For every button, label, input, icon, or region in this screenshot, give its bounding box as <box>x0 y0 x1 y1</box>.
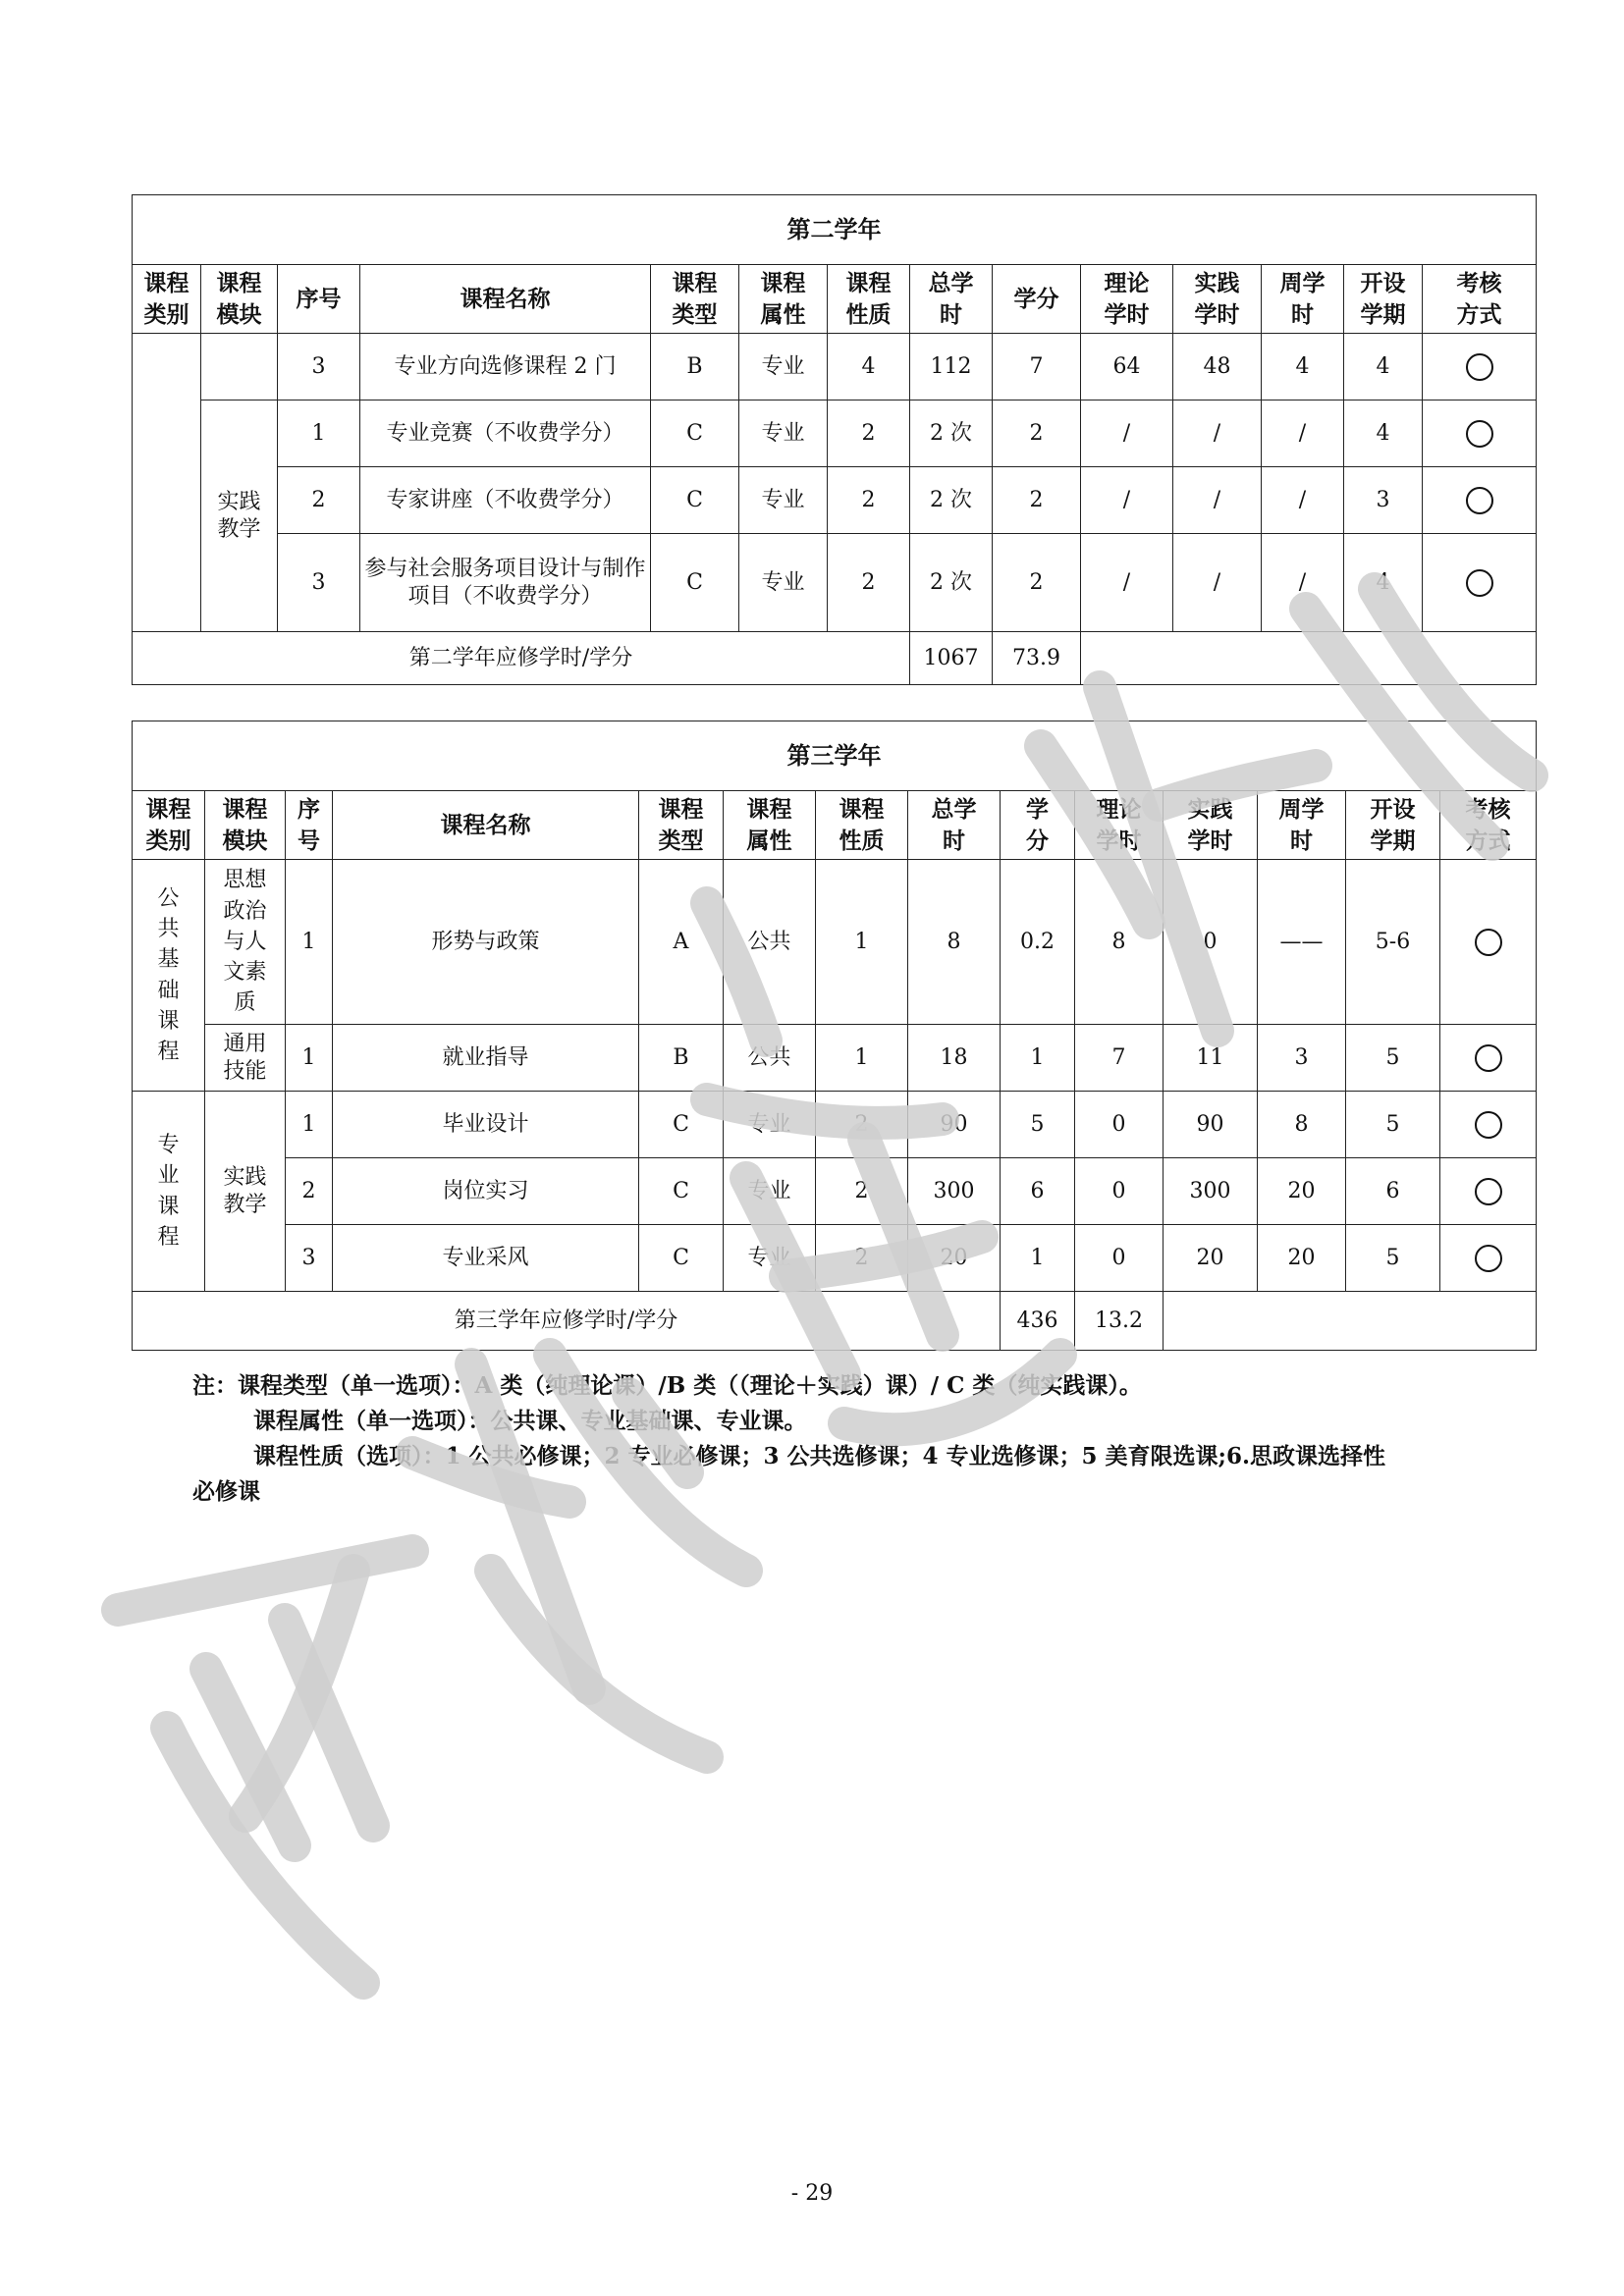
attr-cell: 公共 <box>724 1025 816 1092</box>
note-course-type: 注：课程类型（单一选项）：A 类（纯理论课）/B 类（（理论＋实践）课）/ C 类（纯实践课）。 <box>192 1372 1142 1399</box>
table-row <box>133 1092 1537 1158</box>
header-cell: 周学 时 <box>1258 791 1346 860</box>
module-cell: 实践 教学 <box>205 1092 286 1292</box>
term-cell: 6 <box>1346 1158 1440 1225</box>
hours-cell: 112 <box>910 334 993 400</box>
seq-cell: 3 <box>278 534 360 632</box>
header-cell: 课程 模块 <box>201 265 278 334</box>
header-cell: 周学 时 <box>1262 265 1344 334</box>
header-cell: 理论 学时 <box>1081 265 1173 334</box>
table-row <box>133 860 1537 1025</box>
term-cell: 4 <box>1344 334 1423 400</box>
credit-cell: 7 <box>993 334 1081 400</box>
weekly-cell: / <box>1262 400 1344 467</box>
total-empty <box>1164 1292 1537 1351</box>
term-cell: 4 <box>1344 400 1423 467</box>
exam-cell <box>1440 860 1537 1025</box>
attr-cell: 公共 <box>724 860 816 1025</box>
total-hours: 436 <box>1001 1292 1075 1351</box>
term-cell: 3 <box>1344 467 1423 534</box>
course-name-cell: 参与社会服务项目设计与制作项目（不收费学分） <box>360 534 651 632</box>
header-cell: 课程名称 <box>360 265 651 334</box>
total-credit: 13.2 <box>1075 1292 1164 1351</box>
practice-cell: 11 <box>1164 1025 1258 1092</box>
header-cell: 课程 属性 <box>724 791 816 860</box>
exam-circle-icon <box>1466 569 1493 597</box>
course-name-cell: 专业采风 <box>333 1225 639 1292</box>
attr-cell: 专业 <box>739 400 828 467</box>
header-cell: 课程 模块 <box>205 791 286 860</box>
course-name-cell: 专业竞赛（不收费学分） <box>360 400 651 467</box>
table-row <box>133 400 1537 467</box>
exam-cell <box>1423 534 1537 632</box>
header-cell: 课程 类别 <box>133 791 205 860</box>
seq-cell: 2 <box>286 1158 333 1225</box>
total-empty <box>1081 632 1537 685</box>
header-cell: 总学 时 <box>910 265 993 334</box>
exam-cell <box>1440 1225 1537 1292</box>
weekly-cell: 20 <box>1258 1158 1346 1225</box>
header-cell: 课程 性质 <box>828 265 910 334</box>
theory-cell: 0 <box>1075 1092 1164 1158</box>
theory-cell: 8 <box>1075 860 1164 1025</box>
table-row <box>133 1225 1537 1292</box>
weekly-cell: 3 <box>1258 1025 1346 1092</box>
exam-cell <box>1440 1092 1537 1158</box>
course-name-cell: 专家讲座（不收费学分） <box>360 467 651 534</box>
type-cell: B <box>639 1025 724 1092</box>
course-name-cell: 形势与政策 <box>333 860 639 1025</box>
page-number: - 29 <box>790 2181 834 2206</box>
theory-cell: 0 <box>1075 1158 1164 1225</box>
type-cell: C <box>639 1092 724 1158</box>
header-cell: 序号 <box>278 265 360 334</box>
term-cell: 4 <box>1344 534 1423 632</box>
theory-cell: / <box>1081 400 1173 467</box>
seq-cell: 1 <box>286 860 333 1025</box>
exam-circle-icon <box>1475 1044 1502 1072</box>
course-name-cell: 就业指导 <box>333 1025 639 1092</box>
module-cell: 思想 政治 与人 文素 质 <box>205 860 286 1025</box>
year2-title: 第二学年 <box>133 195 1537 265</box>
nature-cell: 4 <box>828 334 910 400</box>
attr-cell: 专业 <box>724 1225 816 1292</box>
category-cell: 专 业 课 程 <box>133 1092 205 1292</box>
header-cell: 理论 学时 <box>1075 791 1164 860</box>
year3-course-table <box>132 721 1537 1351</box>
header-cell: 课程 类型 <box>639 791 724 860</box>
attr-cell: 专业 <box>739 467 828 534</box>
header-cell: 课程 性质 <box>816 791 908 860</box>
exam-circle-icon <box>1466 353 1493 381</box>
year3-title: 第三学年 <box>133 721 1537 791</box>
header-cell: 课程 类别 <box>133 265 201 334</box>
seq-cell: 1 <box>286 1092 333 1158</box>
theory-cell: / <box>1081 467 1173 534</box>
credit-cell: 2 <box>993 534 1081 632</box>
attr-cell: 专业 <box>739 334 828 400</box>
term-cell: 5 <box>1346 1025 1440 1092</box>
practice-cell: 90 <box>1164 1092 1258 1158</box>
hours-cell: 18 <box>908 1025 1001 1092</box>
type-cell: C <box>639 1225 724 1292</box>
type-cell: C <box>651 467 739 534</box>
exam-circle-icon <box>1466 487 1493 514</box>
credit-cell: 5 <box>1001 1092 1075 1158</box>
nature-cell: 2 <box>816 1158 908 1225</box>
total-row <box>133 632 1537 685</box>
credit-cell: 1 <box>1001 1225 1075 1292</box>
total-row <box>133 1292 1537 1351</box>
note-course-nature-cont: 必修课 <box>192 1478 260 1505</box>
hours-cell: 8 <box>908 860 1001 1025</box>
hours-cell: 2 次 <box>910 467 993 534</box>
exam-circle-icon <box>1475 929 1502 956</box>
theory-cell: 64 <box>1081 334 1173 400</box>
practice-cell: 48 <box>1173 334 1262 400</box>
header-cell: 开设 学期 <box>1344 265 1423 334</box>
practice-cell: 0 <box>1164 860 1258 1025</box>
seq-cell: 1 <box>278 400 360 467</box>
term-cell: 5 <box>1346 1225 1440 1292</box>
header-cell: 课程名称 <box>333 791 639 860</box>
header-cell: 学 分 <box>1001 791 1075 860</box>
term-cell: 5-6 <box>1346 860 1440 1025</box>
module-cell: 实践 教学 <box>201 400 278 632</box>
module-cell: 通用 技能 <box>205 1025 286 1092</box>
category-cell: 公 共 基 础 课 程 <box>133 860 205 1092</box>
table-notes <box>192 1368 1508 1510</box>
hours-cell: 2 次 <box>910 400 993 467</box>
type-cell: A <box>639 860 724 1025</box>
type-cell: B <box>651 334 739 400</box>
credit-cell: 0.2 <box>1001 860 1075 1025</box>
header-cell: 考核 方式 <box>1440 791 1537 860</box>
nature-cell: 2 <box>828 467 910 534</box>
header-cell: 考核 方式 <box>1423 265 1537 334</box>
hours-cell: 90 <box>908 1092 1001 1158</box>
exam-circle-icon <box>1475 1178 1502 1205</box>
credit-cell: 2 <box>993 467 1081 534</box>
hours-cell: 300 <box>908 1158 1001 1225</box>
table-row <box>133 1025 1537 1092</box>
nature-cell: 1 <box>816 860 908 1025</box>
type-cell: C <box>639 1158 724 1225</box>
attr-cell: 专业 <box>724 1158 816 1225</box>
nature-cell: 2 <box>828 534 910 632</box>
total-credit: 73.9 <box>993 632 1081 685</box>
header-cell: 实践 学时 <box>1173 265 1262 334</box>
total-hours: 1067 <box>910 632 993 685</box>
weekly-cell: / <box>1262 534 1344 632</box>
year3-header-row <box>133 791 1537 860</box>
total-label: 第三学年应修学时/学分 <box>133 1292 1001 1351</box>
weekly-cell: 4 <box>1262 334 1344 400</box>
attr-cell: 专业 <box>739 534 828 632</box>
exam-circle-icon <box>1466 420 1493 448</box>
weekly-cell: / <box>1262 467 1344 534</box>
year2-header-row <box>133 265 1537 334</box>
table-row <box>133 334 1537 400</box>
seq-cell: 1 <box>286 1025 333 1092</box>
header-cell: 开设 学期 <box>1346 791 1440 860</box>
nature-cell: 2 <box>816 1225 908 1292</box>
exam-circle-icon <box>1475 1245 1502 1272</box>
header-cell: 课程 类型 <box>651 265 739 334</box>
practice-cell: / <box>1173 400 1262 467</box>
seq-cell: 3 <box>286 1225 333 1292</box>
header-cell: 序 号 <box>286 791 333 860</box>
seq-cell: 3 <box>278 334 360 400</box>
nature-cell: 2 <box>816 1092 908 1158</box>
note-course-nature: 课程性质（选项）：1 公共必修课；2 专业必修课；3 公共选修课；4 专业选修课；5 美育限选课;6.思政课选择性 <box>253 1443 1386 1469</box>
exam-cell <box>1440 1158 1537 1225</box>
module-cell <box>201 334 278 400</box>
exam-cell <box>1423 400 1537 467</box>
note-course-attr: 课程属性（单一选项）：公共课、专业基础课、专业课。 <box>253 1408 807 1434</box>
credit-cell: 6 <box>1001 1158 1075 1225</box>
theory-cell: 7 <box>1075 1025 1164 1092</box>
type-cell: C <box>651 534 739 632</box>
attr-cell: 专业 <box>724 1092 816 1158</box>
total-label: 第二学年应修学时/学分 <box>133 632 910 685</box>
exam-cell <box>1423 467 1537 534</box>
course-name-cell: 专业方向选修课程 2 门 <box>360 334 651 400</box>
weekly-cell: —— <box>1258 860 1346 1025</box>
practice-cell: / <box>1173 467 1262 534</box>
theory-cell: 0 <box>1075 1225 1164 1292</box>
exam-cell <box>1423 334 1537 400</box>
nature-cell: 2 <box>828 400 910 467</box>
exam-cell <box>1440 1025 1537 1092</box>
table-row <box>133 1158 1537 1225</box>
header-cell: 实践 学时 <box>1164 791 1258 860</box>
hours-cell: 2 次 <box>910 534 993 632</box>
course-name-cell: 毕业设计 <box>333 1092 639 1158</box>
nature-cell: 1 <box>816 1025 908 1092</box>
table-row <box>133 534 1537 632</box>
practice-cell: 300 <box>1164 1158 1258 1225</box>
exam-circle-icon <box>1475 1111 1502 1139</box>
credit-cell: 1 <box>1001 1025 1075 1092</box>
year2-course-table <box>132 194 1537 685</box>
type-cell: C <box>651 400 739 467</box>
weekly-cell: 20 <box>1258 1225 1346 1292</box>
course-name-cell: 岗位实习 <box>333 1158 639 1225</box>
practice-cell: / <box>1173 534 1262 632</box>
header-cell: 课程 属性 <box>739 265 828 334</box>
table-row <box>133 467 1537 534</box>
header-cell: 学分 <box>993 265 1081 334</box>
credit-cell: 2 <box>993 400 1081 467</box>
practice-cell: 20 <box>1164 1225 1258 1292</box>
hours-cell: 20 <box>908 1225 1001 1292</box>
theory-cell: / <box>1081 534 1173 632</box>
weekly-cell: 8 <box>1258 1092 1346 1158</box>
category-cell <box>133 334 201 632</box>
term-cell: 5 <box>1346 1092 1440 1158</box>
header-cell: 总学 时 <box>908 791 1001 860</box>
seq-cell: 2 <box>278 467 360 534</box>
